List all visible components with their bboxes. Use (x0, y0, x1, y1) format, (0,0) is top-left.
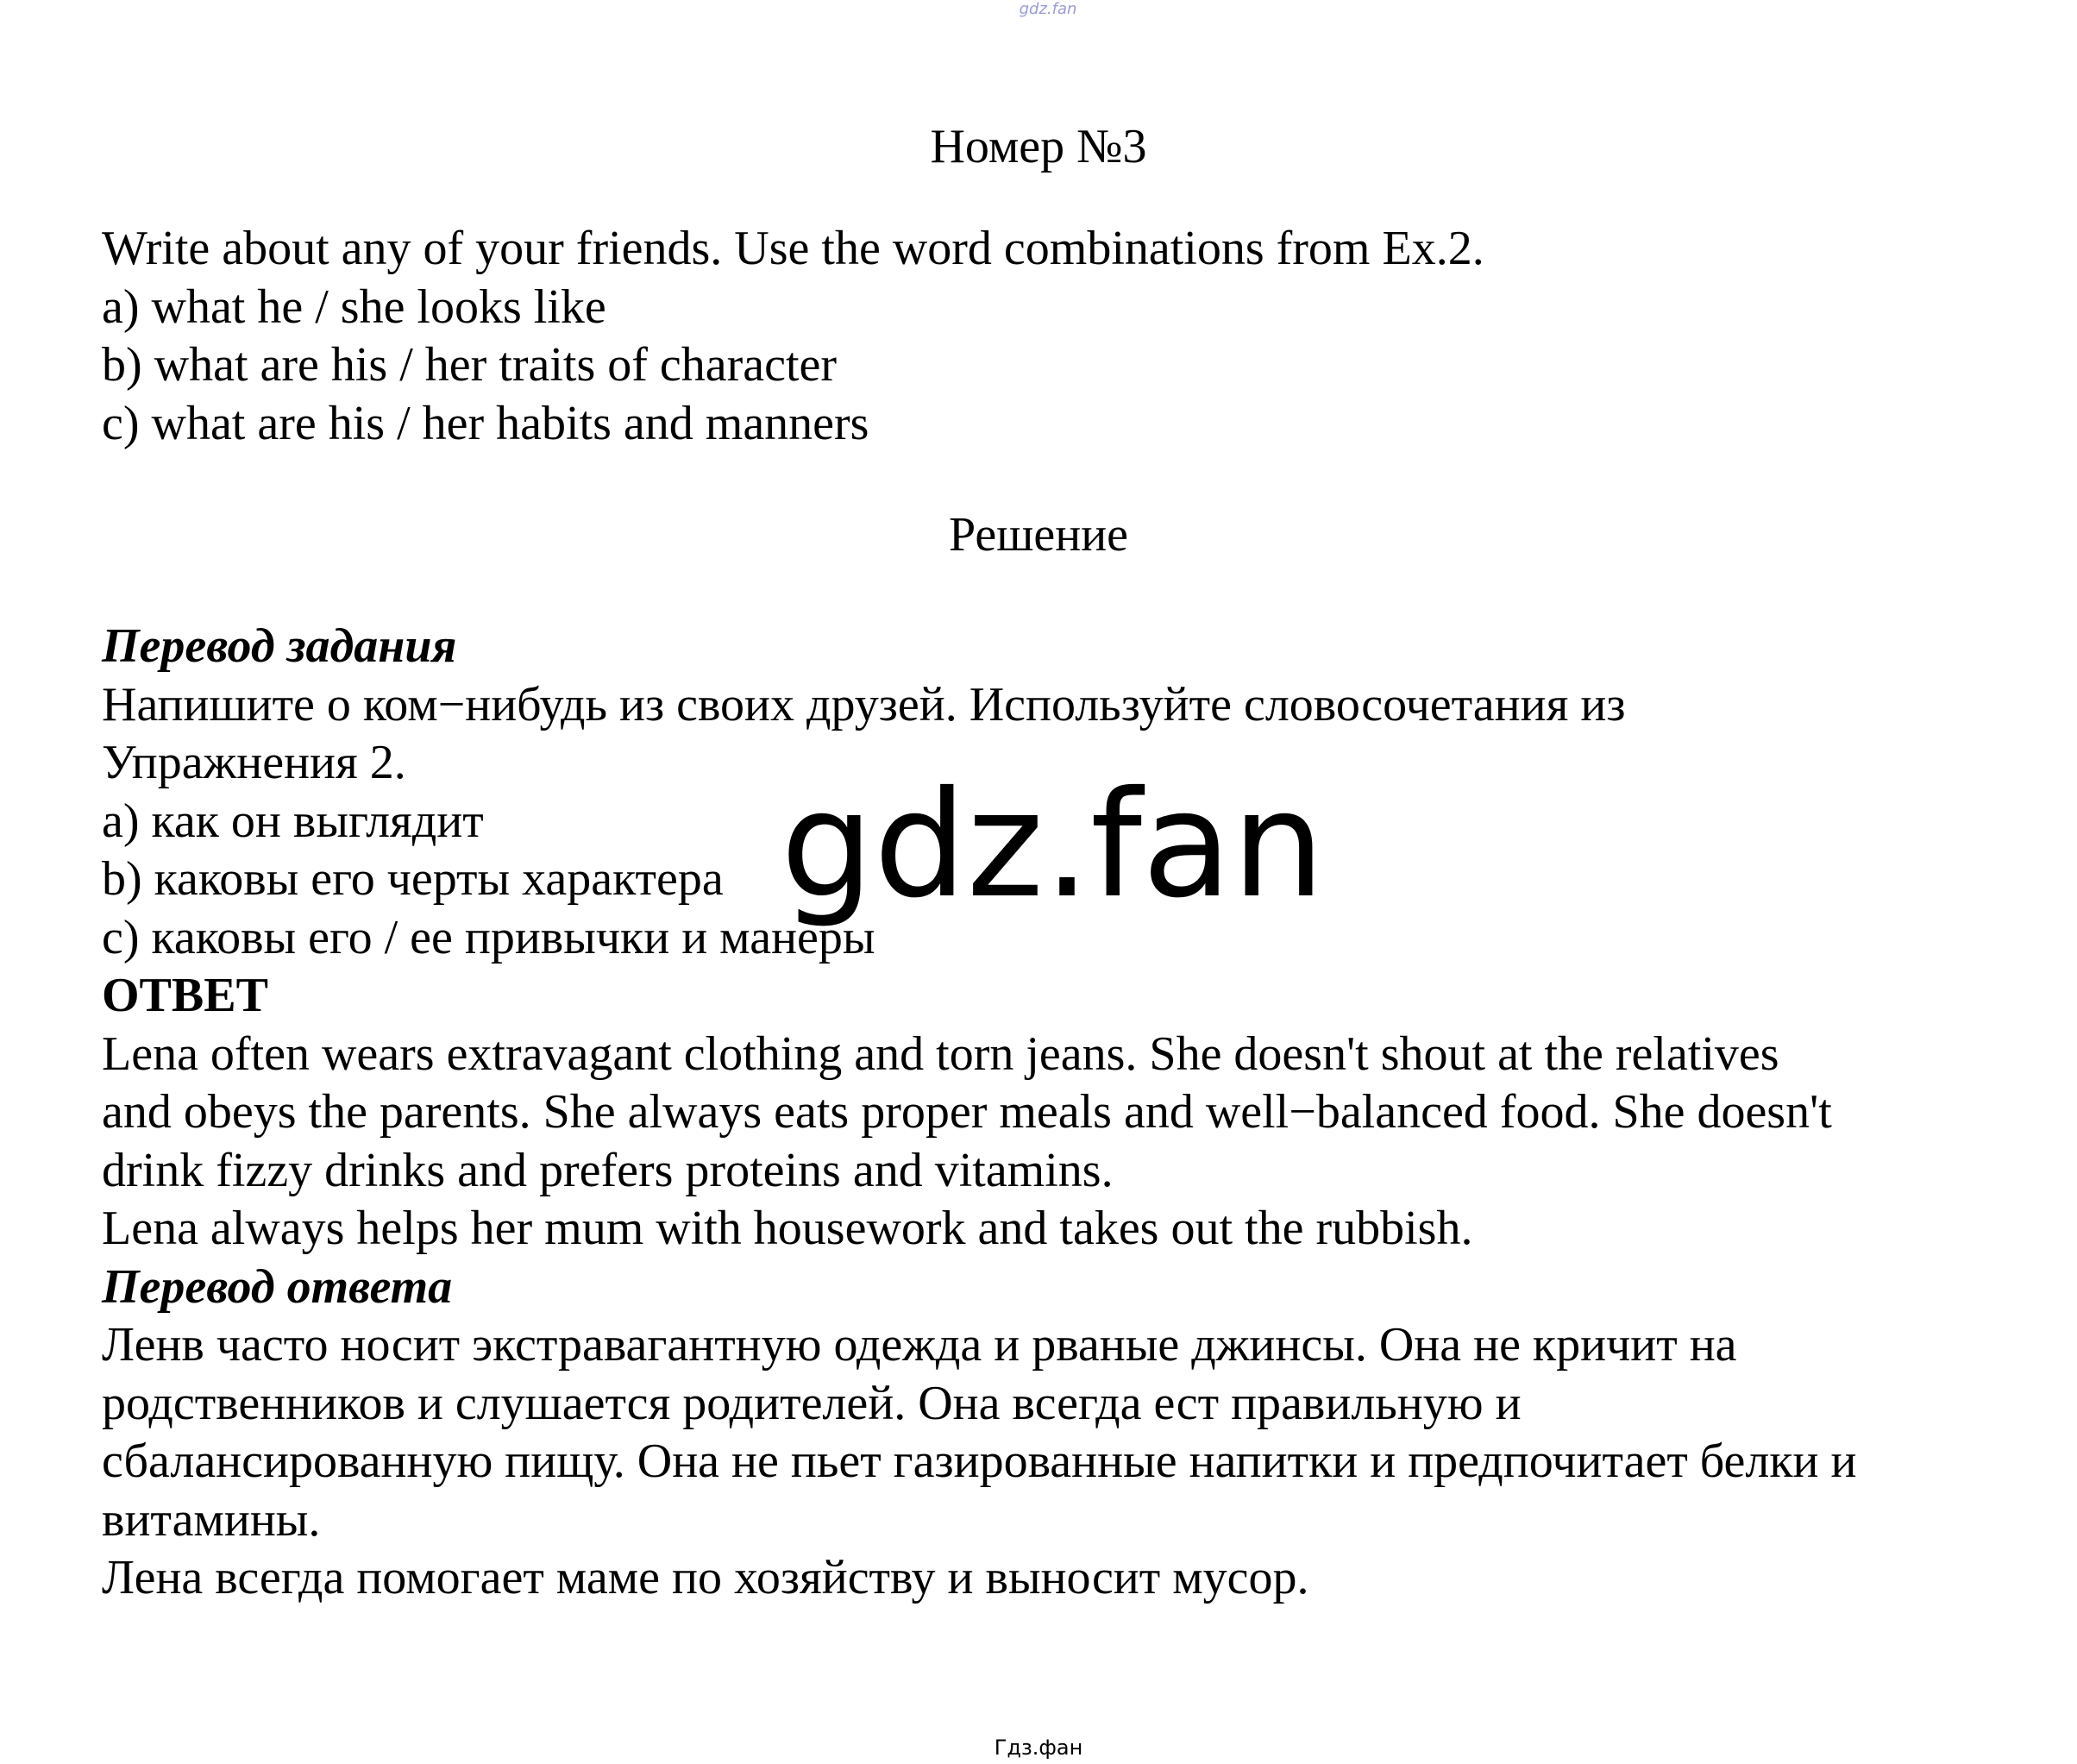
task-line: c) what are his / her habits and manners (102, 396, 869, 450)
task-translation-line: Напишите о ком−нибудь из своих друзей. Используйте словосочетания из (102, 677, 1626, 731)
answer-line: and obeys the parents. She always eats proper meals and well−balanced food. She doesn't (102, 1085, 1832, 1139)
answer-translation-line: родственников и слушается родителей. Она всегда ест правильную и (102, 1376, 1522, 1430)
answer-line: drink fizzy drinks and prefers proteins and vitamins. (102, 1143, 1114, 1197)
watermark: gdz.fan (781, 760, 1325, 931)
top-site-mark: gdz.fan (1019, 0, 1077, 18)
solution-label: Решение (948, 508, 1129, 562)
answer-translation-line: Лена всегда помогает маме по хозяйству и выносит мусор. (102, 1551, 1309, 1604)
footer-site-mark: Гдз.фан (994, 1736, 1083, 1760)
task-translation-heading: Перевод задания (102, 619, 457, 673)
task-translation-line: b) каковы его черты характера (102, 852, 724, 906)
task-line: a) what he / she looks like (102, 279, 606, 334)
answer-heading: ОТВЕТ (102, 969, 268, 1022)
answer-line: Lena often wears extravagant clothing and torn jeans. She doesn't shout at the relatives (102, 1026, 1779, 1081)
page-title: Номер №3 (930, 120, 1147, 173)
answer-line: Lena always helps her mum with housework and takes out the rubbish. (102, 1202, 1473, 1255)
task-line: Write about any of your friends. Use the word combinations from Ex.2. (102, 222, 1484, 275)
answer-translation-heading: Перевод ответа (102, 1259, 453, 1314)
answer-translation-line: сбалансированную пищу. Она не пьет газированные напитки и предпочитает белки и (102, 1434, 1857, 1488)
task-translation-line: c) каковы его / ее привычки и манеры (102, 910, 875, 964)
task-translation-line: Упражнения 2. (102, 736, 406, 789)
task-translation-line: a) как он выглядит (102, 794, 484, 848)
answer-translation-line: Ленв часто носит экстравагантную одежда и рваные джинсы. Она не кричит на (102, 1318, 1737, 1372)
answer-translation-line: витамины. (102, 1492, 321, 1547)
task-line: b) what are his / her traits of character (102, 338, 838, 392)
task-text (102, 220, 1999, 453)
